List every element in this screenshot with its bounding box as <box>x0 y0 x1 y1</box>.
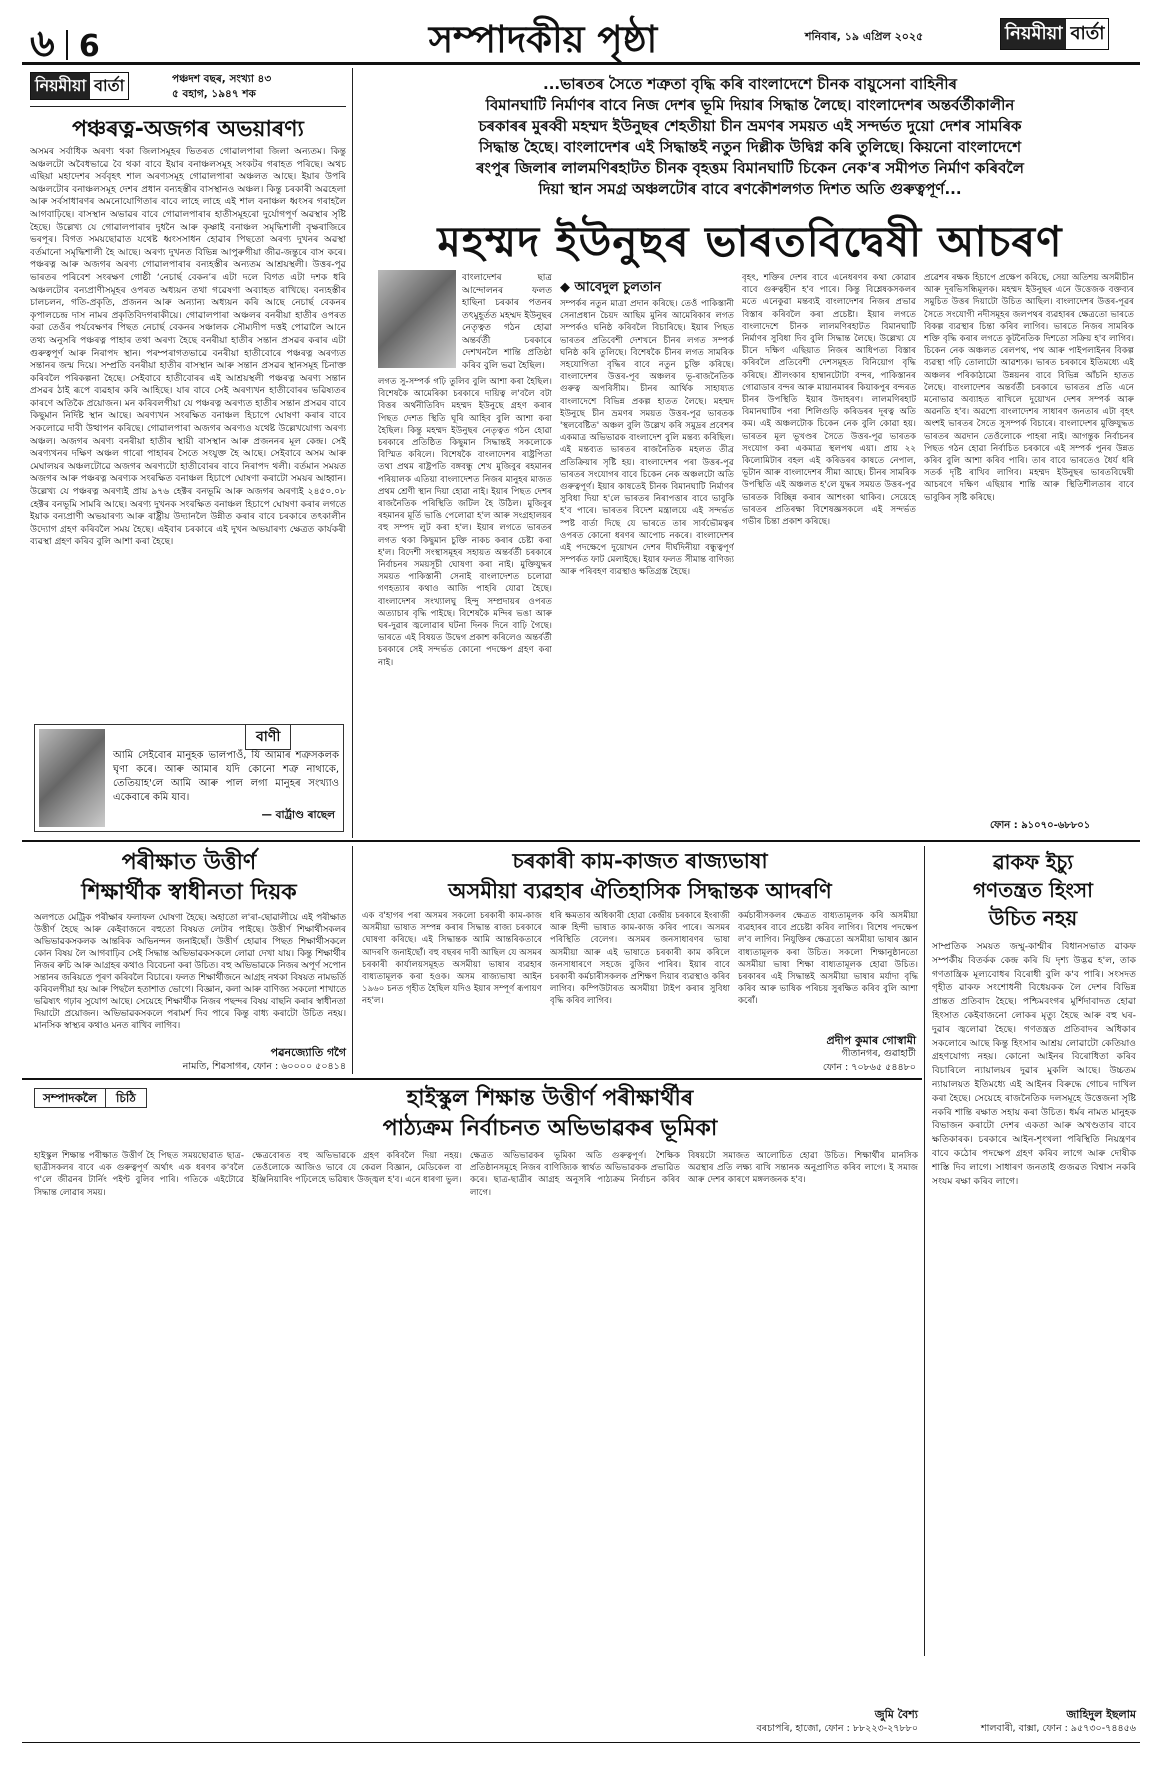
quote-author: — বাৰ্ট্ৰাণ্ড ৰাছেল <box>261 809 335 821</box>
rule-lang-waqf <box>924 846 925 1656</box>
waqf-title <box>930 848 1136 932</box>
lead-col4: প্ৰৱেশৰ ৰক্ষক হিচাপে প্ৰক্ষেপ কৰিছে, সেয়া অতিশয় অসমীচীন আৰু দূৰভিসন্ধিমূলক। মহম্মদ ইউনুছৰ এনে উত্তেজক বক্তব্যৰ সমুচিত উত্তৰ দিয়াটো উচিত আছিল। বাংলাদেশৰ উত্তৰ-পূৱৰ সৈতে সংযোগী নদীসমূহৰ জলপথৰ ব্যৱহাৰৰ ক্ষেত্ৰতো ভাৰতে বিকল্প ব্যৱস্থাৰ চিন্তা কৰিব লাগিব। ভাৰতে নিজৰ সামৰিক শক্তি বৃদ্ধি কৰাৰ লগতে কূটনৈতিক দিশতো সক্ৰিয় হ'ব লাগিব। চিকেন নেক অঞ্চলত ৰেলপথ, পথ আৰু পাইপলাইনৰ বিকল্প ব্যৱস্থা গঢ়ি তোলাটো আৱশ্যক। ভাৰত চৰকাৰে ইতিমধ্যে এই অঞ্চলৰ পৰিকাঠামো উন্নয়নৰ বাবে বিভিন্ন আঁচনি হাতত লৈছে। বাংলাদেশৰ অন্তৰ্বৰ্তী চৰকাৰে ভাৰতৰ প্ৰতি এনে মনোভাৱ অব্যাহত ৰাখিলে দুয়োখন দেশৰ সম্পৰ্ক আৰু অৱনতি হ'ব। অৱশ্যে বাংলাদেশৰ সাধাৰণ জনতাৰ এটা বৃহৎ অংশই ভাৰতৰ সৈতে সুসম্পৰ্ক বিচাৰে। বাংলাদেশৰ মুক্তিযুদ্ধত ভাৰতৰ অৱদান তেওঁলোকে পাহৰা নাই। আগন্তুক নিৰ্বাচনৰ পিছত গঠন হোৱা নিৰ্বাচিত চৰকাৰে এই সম্পৰ্ক পুনৰ উন্নত কৰিব বুলি আশা কৰিব পাৰি। তাৰ বাবে ভাৰতেও ধৈৰ্য ধৰি সতৰ্ক দৃষ্টি ৰাখিব লাগিব। মহম্মদ ইউনুছৰ ভাৰতবিদ্বেষী আচৰণে দক্ষিণ এছিয়াৰ শান্তি আৰু স্থিতিশীলতাৰ বাবে ভাবুকিৰ সৃষ্টি কৰিছে। <box>924 273 1134 503</box>
letter-col4: বিষয়টো সমাজত আলোচিত হোৱা উচিত। শিক্ষাৰ্থীৰ মানসিক অৱস্থাৰ প্ৰতি লক্ষ্য ৰাখি সন্তানক অনুপ্ৰাণিত কৰিব লাগে। ই সমাজ আৰু দেশৰ কাৰণে মঙ্গলজনক হ'ব। <box>688 1151 918 1186</box>
rule-exam-lang <box>352 846 353 1074</box>
mid-rule-2 <box>22 1078 922 1080</box>
lang-address: গীতানগৰ, গুৱাহাটী <box>841 1048 916 1059</box>
quote-text: আমি সেইবোৰ মানুহক ভালপাওঁ, যি আমাৰ শত্ৰুসকলক ঘৃণা কৰে। আৰু আমাৰ যদি কোনো শত্ৰু নাথাকে, তেতিয়াহ'লে আমি আৰু পাল লগা মানুহৰ সংখ্যাও একেবাৰে কমি যাব। <box>113 750 339 803</box>
lead-strap-line4: সিদ্ধান্ত হৈছে। বাংলাদেশৰ এই সিদ্ধান্তই নতুন দিল্লীক উদ্বিগ্ন কৰি তুলিছে। কিয়নো বাংলাদেশে <box>478 138 1022 156</box>
exam-address: নামতি, শিৱসাগৰ, ফোন : ৬০০০০ ৫০৪১৪ <box>182 1061 346 1072</box>
masthead-rule <box>30 106 346 107</box>
waqf-title-line1: ৱাকফ ইচ্যু <box>992 850 1074 874</box>
waqf-body: সাম্প্ৰতিক সময়ত জম্মু-কাশ্মীৰ বিধানসভাত ৱাকফ সম্পৰ্কীয় বিতৰ্কক কেন্দ্ৰ কৰি যি দৃশ্য উদ্ভৱ হ'ল, তাক গণতান্ত্ৰিক মূল্যবোধৰ বিৰোধী বুলি ক'ব পাৰি। সংসদত গৃহীত ৱাকফ সংশোধনী বিধেয়কক লৈ দেশৰ বিভিন্ন প্ৰান্তত প্ৰতিবাদ হৈছে। পশ্চিমবংগৰ মুৰ্শিদাবাদত হোৱা হিংসাত কেইবাজনো লোকৰ মৃত্যু হৈছে আৰু বহু ঘৰ-দুৱাৰ জ্বলোৱা হৈছে। গণতন্ত্ৰত প্ৰতিবাদৰ অধিকাৰ সকলোৰে আছে কিন্তু হিংসাৰ আশ্ৰয় লোৱাটো কেতিয়াও গ্ৰহণযোগ্য নহয়। কোনো আইনৰ বিৰোধিতা কৰিব বিচাৰিলে ন্যায়ালয়ৰ দুৱাৰ মুকলি আছে। উচ্চতম ন্যায়ালয়ত ইতিমধ্যে এই আইনৰ বিৰুদ্ধে গোচৰ দাখিল কৰা হৈছে। সেয়েহে ৰাজনৈতিক দলসমূহে উত্তেজনা সৃষ্টি নকৰি শান্তি ৰক্ষাত সহায় কৰা উচিত। ধৰ্মৰ নামত মানুহক বিভাজন কৰাটো দেশৰ একতা আৰু অখণ্ডতাৰ বাবে ক্ষতিকাৰক। চৰকাৰে আইন-শৃংখলা পৰিস্থিতি নিয়ন্ত্ৰণৰ বাবে কঠোৰ পদক্ষেপ গ্ৰহণ কৰিব লাগে আৰু দোষীক শাস্তি দিব লাগে। সাধাৰণ জনতাই গুজৱত বিশ্বাস নকৰি সংযম ৰক্ষা কৰিব লাগে। <box>932 941 1136 1187</box>
waqf-title-line3: উচিত নহয় <box>988 906 1078 930</box>
logo-part-a: নিয়মীয়া <box>1001 19 1066 49</box>
lang-col1: এক ব'হাগৰ পৰা অসমৰ সকলো চৰকাৰী কাম-কাজ অসমীয়া ভাষাত সম্পন্ন কৰাৰ সিদ্ধান্ত ৰাজ্য চৰকাৰে ঘোষণা কৰিছে। এই সিদ্ধান্তক আমি আন্তৰিকতাৰে আদৰণি জনাইছোঁ। বহু বছৰৰ দাবী আছিল যে অসমৰ চৰকাৰী কাৰ্যালয়সমূহত অসমীয়া ভাষাৰ ব্যৱহাৰ বাধ্যতামূলক কৰা হওক। অসম ৰাজ্যভাষা আইন ১৯৬০ চনত গৃহীত হৈছিল যদিও ইয়াৰ সম্পূৰ্ণ ৰূপায়ণ নহ'ল। <box>362 911 542 1007</box>
page-number-divider <box>66 30 68 60</box>
letter-address: বৰচাপৰি, হাজো, ফোন : ৮৮২২৩-২৭৮৮০ <box>756 1723 918 1734</box>
lead-strap-line1: ...ভাৰতৰ সৈতে শত্ৰুতা বৃদ্ধি কৰি বাংলাদেশে চীনক বায়ুসেনা বাহিনীৰ <box>543 75 957 93</box>
letter-col2: ক্ষেত্ৰবোৰত বহু অভিভাৱকে গ্ৰহণ কৰিবলৈ দিয়া নহয়। তেওঁলোকে আজিও ভাবে যে কেৱল বিজ্ঞান, মেডিকেল বা ইঞ্জিনিয়াৰিং পঢ়িলেহে ভৱিষ্যৎ উজ্জ্বল হ'ব। এনে ধাৰণা ভুল। <box>252 1151 462 1186</box>
lead-intro: বাংলাদেশৰ ছাত্ৰ আন্দোলনৰ ফলত হাছিনা চৰকাৰ পতনৰ তৎমুহূৰ্তত মহম্মদ ইউনুছৰ নেতৃত্বত গঠন হোৱা অন্তৰ্বৰ্তী চৰকাৰে দেশখনলৈ শান্তি প্ৰতিষ্ঠা কৰিব বুলি ভৱা হৈছিল। <box>462 273 552 371</box>
editorial-title: পঞ্চৰত্ন-অজগৰ অভয়াৰণ্য <box>72 117 304 142</box>
editorial-body: অসমৰ সৰ্বাধিক অৰণ্য থকা জিলাসমূহৰ ভিতৰত গোৱালপাৰা জিলা অন্যতম। কিন্তু অঞ্চলটো অবৈধভাৱে বৈ থকা বাবে ইয়াৰ বনাঞ্চলসমূহ সংকটৰ গৰাহত পৰিছে। অথচ এছিয়া মহাদেশৰ সৰ্ববৃহৎ শাল অৰণ্যসমূহ গোৱালপাৰা অঞ্চলত আছে। ইয়াৰ উপৰি অঞ্চলটোৰ বনাঞ্চলসমূহ দেশৰ প্ৰধান বন্যহস্তীৰ বাসস্থানও অঞ্চল। কিন্তু চৰকাৰী অৱহেলা আৰু সৰ্বসাধাৰণৰ অমনোযোগিতাৰ বাবে লাহে লাহে এই শাল বনাঞ্চল ধ্বংসৰ গৰাহলৈ আগবাঢ়িছে। বাসস্থান অভাৱৰ বাবে গোৱালপাৰাৰ হাতীসমূহৰো দুৰ্যোগপূৰ্ণ অৱস্থাৰ সৃষ্টি হৈছে। উল্লেখ্য যে গোৱালপাৰাৰ দুধনৈ আৰু কৃষ্ণাই বনাঞ্চল সমৃদ্ধিশালী বৃক্ষৰাজিৰে ভৰপূৰ। বিগত সময়ছোৱাত যথেষ্ট ধ্বংসসাধন হোৱাৰ পিছতো অৰণ্য দুখনৰ অৱস্থা বৰ্তমানো সমৃদ্ধিশালী হৈ আছে। অৰণ্য দুখনত বিভিন্ন আপুৰুগীয়া জীৱ-জন্তুৰে বাস কৰে। পঞ্চৰত্ন আৰু অজগৰ অৰণ্য গোৱালপাৰাৰ বন্যহস্তীৰ অন্যতম আশ্ৰয়স্থলী। উত্তৰ-পূৱ ভাৰতৰ পৰিবেশ সংৰক্ষণ গোষ্ঠী ‘নেচাৰ্ছ বেকন’ৰ এটা দলে বিগত এটা দশক ধৰি অঞ্চলটোৰ বন্যপ্ৰাণীসমূহৰ ওপৰত অধ্যয়ন তথা গৱেষণা অব্যাহত ৰাখিছে। বন্যহস্তীৰ চালচলন, গতি-প্ৰকৃতি, প্ৰজনন আৰু অন্যান্য অধ্যয়ন কৰি আছে নেচাৰ্ছ বেকনৰ কৃপালচেন্দ্ৰ দাস নামৰ প্ৰকৃতিবিদগৰাকীয়ে। গোৱালপাৰা অঞ্চলৰ বনৰীয়া হাতীৰ ওপৰত করা তেওঁৰ পৰ্যবেক্ষণৰ পিছত নেচাৰ্ছ বেকনৰ সঞ্চালক সৌম্যদীপ দত্তই পোৱালৈ আনে তথ্য অনুসৰি পঞ্চৰত্ন পাহাৰ তথা অৰণ্য হৈছে বনৰীয়া হাতীৰ সন্তান প্ৰসৱৰ কৰাৰ এটা গুৰুত্বপূৰ্ণ আৰু নিৰাপদ স্থান। পৰম্পৰাগতভাৱে বনৰীয়া হাতীবোৰে পঞ্চৰত্ন অৰণ্যত সন্তানৰ জন্ম দিয়ে। সম্প্ৰতি বনৰীয়া হাতীৰ বাসস্থান আৰু সন্তান প্ৰসৱৰ স্থানসমূহ চিনাক্ত কৰিবলৈ পৰিকল্পনা হৈছে। সেইবাবে হাতীবোৰৰ এই আশ্ৰয়স্থলী পঞ্চৰত্ন অৰণ্য সন্তান প্ৰসৱৰ ঠাই ৰূপে ব্যৱহাৰ কৰি আহিছে। যাৰ বাবে সেই অৰণ্যখন হাতীবোৰৰ ভৱিষ্যতৰ কাৰণে অতিকৈ প্ৰয়োজন। মন কৰিবলগীয়া যে পঞ্চৰত্ন অৰণ্যত হাতীৰ সন্তান প্ৰসৱৰ বাবে কিছুমান নিৰ্দিষ্ট স্থান আছে। অৰণ্যখন সংৰক্ষিত বনাঞ্চল হিচাপে ঘোষণা কৰাৰ বাবে সকলোৱে দাবী উত্থাপন কৰিছে। গোৱালপাৰা অজগৰ অৰণ্যও যথেষ্ট উল্লেখযোগ্য অৰণ্য অঞ্চল। অজগৰ অৰণ্য বনৰীয়া হাতীৰ স্থায়ী বাসস্থান আৰু প্ৰজননৰ মূল কেন্দ্ৰ। সেই অৰণ্যখনৰ দক্ষিণ অঞ্চল গাৰো পাহাৰৰ সৈতে সংযুক্ত হৈ আছে। সেইবাবে অসম আৰু মেঘালয়ৰ অঞ্চলটোৱে অজগৰ অৰণ্যটো হাতীবোৰৰ বাবে নিৰাপদ থলী। বৰ্তমান সময়ত অজগৰ আৰু পঞ্চৰত্ন অৰণ্যক সংৰক্ষিত বনাঞ্চল হিচাপে ঘোষণা কৰাটো সময়ৰ আহ্বান। উল্লেখ্য যে পঞ্চৰত্ন অৰণ্যই প্ৰায় ৯৭৬ হেক্টৰ বনভূমি আৰু অজগৰ অৰণ্যই ২৪৫০.০৮ হেক্টৰ বনভূমি সামৰি আছে। অৰণ্য দুখনক সংৰক্ষিত বনাঞ্চল হিচাপে ঘোষণা কৰাৰ লগতে ইয়াক বন্যপ্ৰাণী অভয়াৰণ্য আৰু ৰাষ্ট্ৰীয় উদ্যানলৈ উন্নীত কৰাৰ বাবে চৰকাৰে তৎকালীন উদ্যোগ গ্ৰহণ কৰিবলৈ সময় হৈছে। এইবাৰ চৰকাৰে এই দুখন অভয়াৰণ্য ক্ষেত্ৰত কাৰ্যকৰী ব্যৱস্থা গ্ৰহণ কৰিব বুলি আশা কৰা হৈছে। <box>30 147 346 548</box>
masthead-logo <box>30 72 129 100</box>
header-logo <box>1000 18 1109 50</box>
letter-title-line2: পাঠ্যক্ৰম নিৰ্বাচনত অভিভাৱকৰ ভূমিকা <box>382 1116 718 1141</box>
letter-col1: হাইস্কুল শিক্ষান্ত পৰীক্ষাত উত্তীৰ্ণ হৈ পিছত সময়ছোৱাত ছাত্ৰ-ছাত্ৰীসকলৰ বাবে এক গুৰুত্বপূৰ্ণ অৰ্থাৎ এক ধৰণৰ ক'বলৈ গ'লে জীৱনৰ টাৰ্নিং পইণ্ট বুলিব পাৰি। গতিকে এইটোৱে সিদ্ধান্ত লোৱাৰ সময়। <box>34 1151 244 1198</box>
letter-title-line1: হাইস্কুল শিক্ষান্ত উত্তীৰ্ণ পৰীক্ষাৰ্থীৰ <box>406 1086 694 1111</box>
lead-strap-line5: ৰংপুৰ জিলাৰ লালমণিৰহাটত চীনক বৃহত্তম বিমানঘাটি চিকেন নেক'ৰ সমীপত নিৰ্মাণ কৰিবলৈ <box>476 159 1024 177</box>
header-rule <box>22 62 1140 65</box>
letter-label-box: চিঠি <box>105 1088 147 1108</box>
mid-rule-1 <box>22 840 1140 842</box>
lead-author: ◆ আবেদুল চুলতান <box>560 280 662 295</box>
page-number-en: 6 <box>78 29 100 64</box>
masthead-logo-b: বাৰ্তা <box>90 73 128 99</box>
lang-title-line2: অসমীয়া ব্যৱহাৰ ঐতিহাসিক সিদ্ধান্তক আদৰণি <box>448 879 832 903</box>
waqf-title-line2: গণতন্ত্ৰত হিংসা <box>973 878 1093 902</box>
header-date: শনিবাৰ, ১৯ এপ্ৰিল ২০২৫ <box>805 30 924 43</box>
lang-author: প্ৰদীপ কুমাৰ গোস্বামী <box>826 1034 916 1047</box>
page-bottom-rule <box>22 1742 1140 1743</box>
masthead-line2: ৫ বহাগ, ১৯৪৭ শক <box>172 88 256 100</box>
lang-col3: কৰ্মচাৰীসকলৰ ক্ষেত্ৰত বাধ্যতামূলক কৰি অসমীয়া ব্যৱহাৰৰ বাবে প্ৰচেষ্টা কৰিব লাগিব। বিশেষ পদক্ষেপ ল'ব লাগিব। নিযুক্তিৰ ক্ষেত্ৰতো অসমীয়া ভাষাৰ জ্ঞান বাধ্যতামূলক কৰা উচিত। সকলো শিক্ষানুষ্ঠানতো অসমীয়া ভাষা শিক্ষা বাধ্যতামূলক হোৱা উচিত। চৰকাৰৰ এই সিদ্ধান্তই অসমীয়া ভাষাৰ মৰ্যাদা বৃদ্ধি কৰিব আৰু ভাষিক পৰিচয় সুৰক্ষিত কৰিব বুলি আশা কৰোঁ। <box>738 911 918 1007</box>
exam-body: অলপতে মেট্ৰিক পৰীক্ষাৰ ফলাফল ঘোষণা হৈছে। অহাতো ল'ৰা-ছোৱালীয়ে এই পৰীক্ষাত উত্তীৰ্ণ হৈছে আৰু কেইবাজনে বহুতো বিষয়ত লেটাৰ পাইছে। উত্তীৰ্ণ শিক্ষাৰ্থীসকলৰ অভিভাৱকসকলক আন্তৰিক অভিনন্দন জনাইছোঁ। উত্তীৰ্ণ হোৱাৰ পিছত শিক্ষাৰ্থীসকলে কোন বিষয় লৈ আগবাঢ়িব সেই সিদ্ধান্ত অভিভাৱকসকলে লোৱা দেখা যায়। কিন্তু শিক্ষাৰ্থীৰ নিজৰ ৰুচি আৰু আগ্ৰহৰ কথাও বিবেচনা কৰা উচিত। বহু অভিভাৱকে নিজৰ অপূৰ্ণ সপোন সন্তানৰ জৰিয়তে পূৰণ কৰিবলৈ বিচাৰে। ফলত শিক্ষাৰ্থীজনে আগ্ৰহ নথকা বিষয়ত নামভৰ্তি কৰিবলগীয়া হয় আৰু পিছলৈ হতাশাত ভোগে। বিজ্ঞান, কলা আৰু বাণিজ্য সকলো শাখাতে ভৱিষ্যৎ গঢ়াৰ সুযোগ আছে। সেয়েহে শিক্ষাৰ্থীক নিজৰ পছন্দৰ বিষয় বাছনি কৰাৰ স্বাধীনতা দিয়াটো প্ৰয়োজন। অভিভাৱকসকলে পৰামৰ্শ দিব পাৰে কিন্তু বাধ্য কৰাটো উচিত নহয়। মানসিক স্বাস্থ্যৰ কথাও মনত ৰাখিব লাগিব। <box>34 913 346 1031</box>
page-number-bn: ৬ <box>30 21 55 65</box>
exam-author: পৱনজ্যোতি গগৈ <box>270 1046 346 1059</box>
lead-phone: ফোন : ৯১০৭০-৬৮৮০১ <box>990 820 1091 831</box>
letter-col3: ক্ষেত্ৰত অভিভাৱকৰ ভূমিকা অতি গুৰুত্বপূৰ্ণ। শৈক্ষিক প্ৰতিষ্ঠানসমূহে নিজৰ বাণিজ্যিক স্বাৰ্থত অভিভাৱকক প্ৰভাৱিত কৰে। ছাত্ৰ-ছাত্ৰীৰ আগ্ৰহ অনুসৰি পাঠ্যক্ৰম নিৰ্বাচন কৰিব লাগে। <box>470 1151 680 1198</box>
lead-strap-line3: চৰকাৰৰ মুৰব্বী মহম্মদ ইউনুছৰ শেহতীয়া চীন ভ্ৰমণৰ সময়ত এই সন্দৰ্ভত দুয়ো দেশৰ সামৰিক <box>478 117 1022 135</box>
quote-box <box>34 724 344 832</box>
letter-label: সম্পাদকলৈ <box>34 1088 105 1108</box>
lead-col1: লগত সু-সম্পৰ্ক গঢ়ি তুলিব বুলি আশা কৰা হৈছিল। বিশেষকৈ আমেৰিকা চৰকাৰে দায়িত্ব ল'বলৈ বটা বিত্তৰ অৰ্থনীতিবিদ মহম্মদ ইউনুছে গ্ৰহণ কৰাৰ পিছত দেশত স্থিতি ঘূৰি আহিব বুলি আশা কৰা হৈছিল। কিন্তু মহম্মদ ইউনুছৰ নেতৃত্বত গঠন হোৱা চৰকাৰে প্ৰতিষ্ঠিত কিছুমান সিদ্ধান্তই সকলোকে বিস্মিত কৰিলে। বিশেষকৈ বাংলাদেশৰ ৰাষ্ট্ৰপিতা তথা প্ৰথম ৰাষ্ট্ৰপতি বঙ্গবন্ধু শেখ মুজিবুৰ ৰহমানৰ পৰিয়ালক এতিয়া বাংলাদেশত নিজৰ মানুহৰ মাজত প্ৰথম শ্ৰেণী স্থান দিয়া হোৱা নাই। ইয়াৰ পিছত দেশৰ ৰাজনৈতিক পৰিস্থিতি জটিল হৈ উঠিল। মুজিবুৰ ৰহমানৰ মূৰ্তি ভাঙি পেলোৱা হ'ল আৰু সংগ্ৰহালয়ৰ বহু সম্পদ লুট কৰা হ'ল। ইয়াৰ লগতে ভাৰতৰ লগত থকা কিছুমান চুক্তি নাকচ কৰাৰ চেষ্টা কৰা হ'ল। বিদেশী সংস্থাসমূহৰ সহায়ত অন্তৰ্বৰ্তী চৰকাৰে নিৰ্বাচনৰ সময়সূচী ঘোষণা কৰা নাই। মুক্তিযুদ্ধৰ সময়ত পাকিস্তানী সেনাই বাংলাদেশত চলোৱা গণহত্যাৰ কথাও আজি পাহৰি যোৱা হৈছে। বাংলাদেশৰ সংখ্যালঘু হিন্দু সম্প্ৰদায়ৰ ওপৰত অত্যাচাৰ বৃদ্ধি পাইছে। বিশেষকৈ মন্দিৰ ভঙা আৰু ঘৰ-দুৱাৰ জ্বলোৱাৰ ঘটনা দিনক দিনে বাঢ়ি গৈছে। ভাৰতে এই বিষয়ত উদ্বেগ প্ৰকাশ কৰিলেও অন্তৰ্বৰ্তী চৰকাৰে সেই সন্দৰ্ভত কোনো পদক্ষেপ গ্ৰহণ কৰা নাই। <box>378 377 552 668</box>
left-column-rule <box>352 68 353 838</box>
lang-col2: ধৰি ক্ষমতাৰ অধিকাৰী হোৱা কেন্দ্ৰীয় চৰকাৰে ইংৰাজী আৰু হিন্দী ভাষাত কাম-কাজ কৰিব পাৰে। অসমৰ পৰিস্থিতি বেলেগ। অসমৰ জনসাধাৰণৰ ভাষা অসমীয়া আৰু এই ভাষাতে চৰকাৰী কাম কৰিলে জনসাধাৰণে সহজে বুজিব পাৰিব। ইয়াৰ বাবে চৰকাৰী কৰ্মচাৰীসকলক প্ৰশিক্ষণ দিয়াৰ ব্যৱস্থাও কৰিব লাগিব। কম্পিউটাৰত অসমীয়া টাইপ কৰাৰ সুবিধা বৃদ্ধি কৰিব লাগিব। <box>550 911 730 1007</box>
lang-title-line1: চৰকাৰী কাম-কাজত ৰাজ্যভাষা <box>512 849 768 873</box>
exam-title-line1: পৰীক্ষাত উত্তীৰ্ণ <box>121 850 257 875</box>
exam-title-line2: শিক্ষাৰ্থীক স্বাধীনতা দিয়ক <box>81 880 297 905</box>
logo-part-b: বাৰ্তা <box>1066 19 1108 49</box>
exam-title <box>30 848 348 908</box>
author-photo <box>39 729 105 827</box>
lead-col3: বৃহৎ, শক্তিৰ দেশৰ বাবে এনেধৰণৰ কথা কোৱাৰ বাবে গুৰুত্বহীন হ'ব পাৰে। কিন্তু বিশ্লেষকসকলৰ মতে এনেকুৱা মন্তব্যই বাংলাদেশৰ নিজৰ প্ৰভাৱ বিস্তাৰ কৰিবলৈ কৰা প্ৰচেষ্টা। ইয়াৰ লগতে বাংলাদেশে চীনক লালমণিৰহাটত বিমানঘাটি নিৰ্মাণৰ সুবিধা দিব বুলি সিদ্ধান্ত লৈছে। উল্লেখ্য যে চীনে দক্ষিণ এছিয়াত নিজৰ আধিপত্য বিস্তাৰ কৰিবলৈ প্ৰতিবেশী দেশসমূহত বিনিয়োগ বৃদ্ধি কৰিছে। শ্ৰীলংকাৰ হাম্বানটোটা বন্দৰ, পাকিস্তানৰ গোৱাডাৰ বন্দৰ আৰু মায়ানমাৰৰ কিয়াকপুৰ বন্দৰত চীনৰ উপস্থিতি ইয়াৰ উদাহৰণ। লালমণিৰহাট বিমানঘাটিৰ পৰা শিলিগুড়ি কৰিডৰৰ দূৰত্ব অতি কম। এই অঞ্চলটোক চিকেন নেক বুলি কোৱা হয়। ভাৰতৰ মূল ভূখণ্ডৰ সৈতে উত্তৰ-পূৱ ভাৰতক সংযোগ কৰা একমাত্ৰ স্থলপথ এয়া। প্ৰায় ২২ কিলোমিটাৰ বহল এই কৰিডৰৰ কাষতে নেপাল, ভূটান আৰু বাংলাদেশৰ সীমা আছে। চীনৰ সামৰিক উপস্থিতি এই অঞ্চলত হ'লে যুদ্ধৰ সময়ত উত্তৰ-পূৱ ভাৰতক বিচ্ছিন্ন কৰাৰ আশংকা থাকিব। সেয়েহে ভাৰতৰ প্ৰতিৰক্ষা বিশেষজ্ঞসকলে এই সন্দৰ্ভত গভীৰ চিন্তা প্ৰকাশ কৰিছে। <box>742 273 916 528</box>
letter-author: জুমি বৈশ্য <box>874 1708 918 1721</box>
lead-strap <box>360 74 1140 200</box>
waqf-author: জাহিদুল ইছলাম <box>1066 1708 1136 1721</box>
lang-title <box>360 846 920 906</box>
masthead-info <box>172 72 271 102</box>
letter-title <box>180 1084 920 1144</box>
lead-strap-line6: দিয়া স্থান সমগ্ৰ অঞ্চলটোৰ বাবে ৰণকৌশলগত দিশত অতি গুৰুত্বপূৰ্ণ... <box>538 180 962 198</box>
page-number <box>30 14 100 78</box>
letter-label-wrap <box>34 1090 147 1110</box>
lead-col2: সম্পৰ্কৰ নতুন মাত্ৰা প্ৰদান কৰিছে। তেওঁ পাকিস্তানী সেনাপ্ৰধান চৈয়দ আছিম মুনিৰ আমেৰিকাৰ লগত সম্পৰ্কও ঘনিষ্ঠ কৰিবলৈ বিচাৰিছে। ইয়াৰ পিছত ভাৰতৰ প্ৰতিবেশী দেশখনে চীনৰ লগত সম্পৰ্ক ঘনিষ্ঠ কৰি তুলিছে। বিশেষকৈ চীনৰ লগত সামৰিক সহযোগিতা বৃদ্ধিৰ বাবে নতুন চুক্তি কৰিছে। বাংলাদেশৰ উত্তৰ-পূব অঞ্চলৰ ভূ-ৰাজনৈতিক গুৰুত্ব অপৰিসীম। চীনৰ আৰ্থিক সাহায্যত বাংলাদেশে বিভিন্ন প্ৰকল্প হাতত লৈছে। মহম্মদ ইউনুছে চীন ভ্ৰমণৰ সময়ত উত্তৰ-পূৱ ভাৰতক 'স্থলবেষ্টিত' অঞ্চল বুলি উল্লেখ কৰি সমুদ্ৰৰ প্ৰবেশৰ একমাত্ৰ অভিভাৱক বাংলাদেশ বুলি মন্তব্য কৰিছিল। এই মন্তব্যত ভাৰতৰ ৰাজনৈতিক মহলত তীব্ৰ প্ৰতিক্ৰিয়াৰ সৃষ্টি হয়। বাংলাদেশৰ পৰা উত্তৰ-পূৱ ভাৰতৰ সংযোগৰ বাবে চিকেন নেক অঞ্চলটো অতি গুৰুত্বপূৰ্ণ। ইয়াৰ কাষতেই চীনক বিমানঘাটি নিৰ্মাণৰ সুবিধা দিয়া হ'লে ভাৰতৰ নিৰাপত্তাৰ বাবে ভাবুকি হ'ব পাৰে। ভাৰতৰ বিদেশ মন্ত্ৰালয়ে এই সন্দৰ্ভত স্পষ্ট বাৰ্তা দিছে যে ভাৰতে তাৰ সাৰ্বভৌমত্বৰ ওপৰত কোনো ধৰণৰ আপোচ নকৰে। বাংলাদেশৰ এই পদক্ষেপে দুয়োখন দেশৰ দীৰ্ঘদিনীয়া বন্ধুত্বপূৰ্ণ সম্পৰ্কত ফাট মেলাইছে। ইয়াৰ ফলত সীমান্ত বাণিজ্য আৰু পৰিবহণ ব্যৱস্থাও ক্ষতিগ্ৰস্ত হৈছে। <box>560 299 734 578</box>
lead-strap-line2: বিমানঘাটি নিৰ্মাণৰ বাবে নিজ দেশৰ ভূমি দিয়াৰ সিদ্ধান্ত লৈছে। বাংলাদেশৰ অন্তৰ্বৰ্তীকালীন <box>485 96 1015 114</box>
lang-phone: ফোন : ৭০৮৬৫ ৫৪৪৮০ <box>822 1062 916 1073</box>
section-title: সম্পাদকীয় পৃষ্ঠা <box>428 18 658 61</box>
lead-headline: মহম্মদ ইউনুছৰ ভাৰতবিদ্বেষী আচৰণ <box>437 217 1063 266</box>
quote-title: বাণী <box>245 724 291 750</box>
masthead-logo-a: নিয়মীয়া <box>31 73 90 99</box>
masthead-line1: পঞ্চদশ বছৰ, সংখ্যা ৪৩ <box>172 73 272 85</box>
waqf-address: শালবাৰী, বাক্সা, ফোন : ৯৫৭৩০-৭৪৪৫৬ <box>980 1723 1136 1734</box>
